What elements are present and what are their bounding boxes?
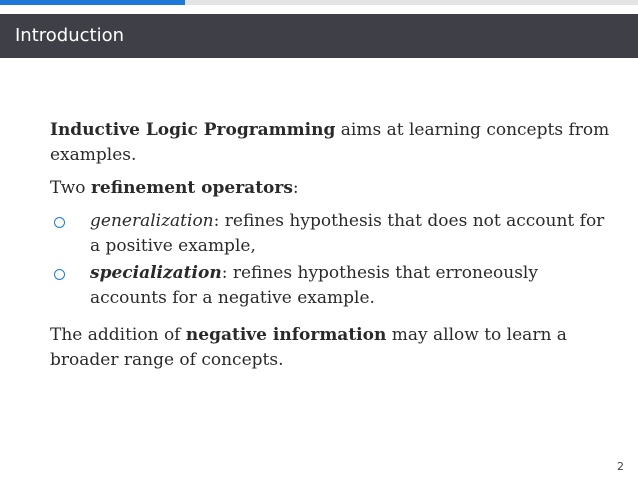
specialization-term: specialization: [90, 263, 222, 283]
progress-fill: [0, 0, 185, 5]
closing-lead: The addition of: [50, 325, 186, 345]
list-item-specialization: [50, 261, 610, 311]
operators-term: refinement operators: [90, 178, 293, 198]
operators-colon: :: [292, 178, 299, 198]
circle-bullet-icon: [54, 269, 65, 280]
intro-paragraph: [50, 118, 610, 168]
operators-lead: Two: [50, 178, 91, 198]
progress-bar: [0, 0, 638, 5]
slide-title-bar: [0, 14, 638, 58]
operators-paragraph: [50, 176, 610, 201]
circle-bullet-icon: [54, 217, 65, 228]
list-item-generalization: [50, 209, 610, 259]
negative-information-term: negative information: [185, 325, 387, 345]
closing-text: may allow to learn a broader range of concepts.: [50, 325, 567, 370]
page-number: 2: [617, 460, 624, 473]
specialization-text: : refines hypothesis that erroneously accounts for a negative example.: [90, 263, 538, 308]
ilp-term: Inductive Logic Programming: [50, 120, 336, 140]
operators-list: [50, 209, 610, 311]
slide-content: [50, 118, 610, 381]
generalization-term: generalization: [90, 211, 214, 231]
slide-title: Introduction: [15, 25, 125, 46]
closing-paragraph: [50, 323, 610, 373]
intro-text: aims at learning concepts from examples.: [50, 120, 610, 165]
generalization-text: : refines hypothesis that does not account for a positive example,: [90, 211, 605, 256]
